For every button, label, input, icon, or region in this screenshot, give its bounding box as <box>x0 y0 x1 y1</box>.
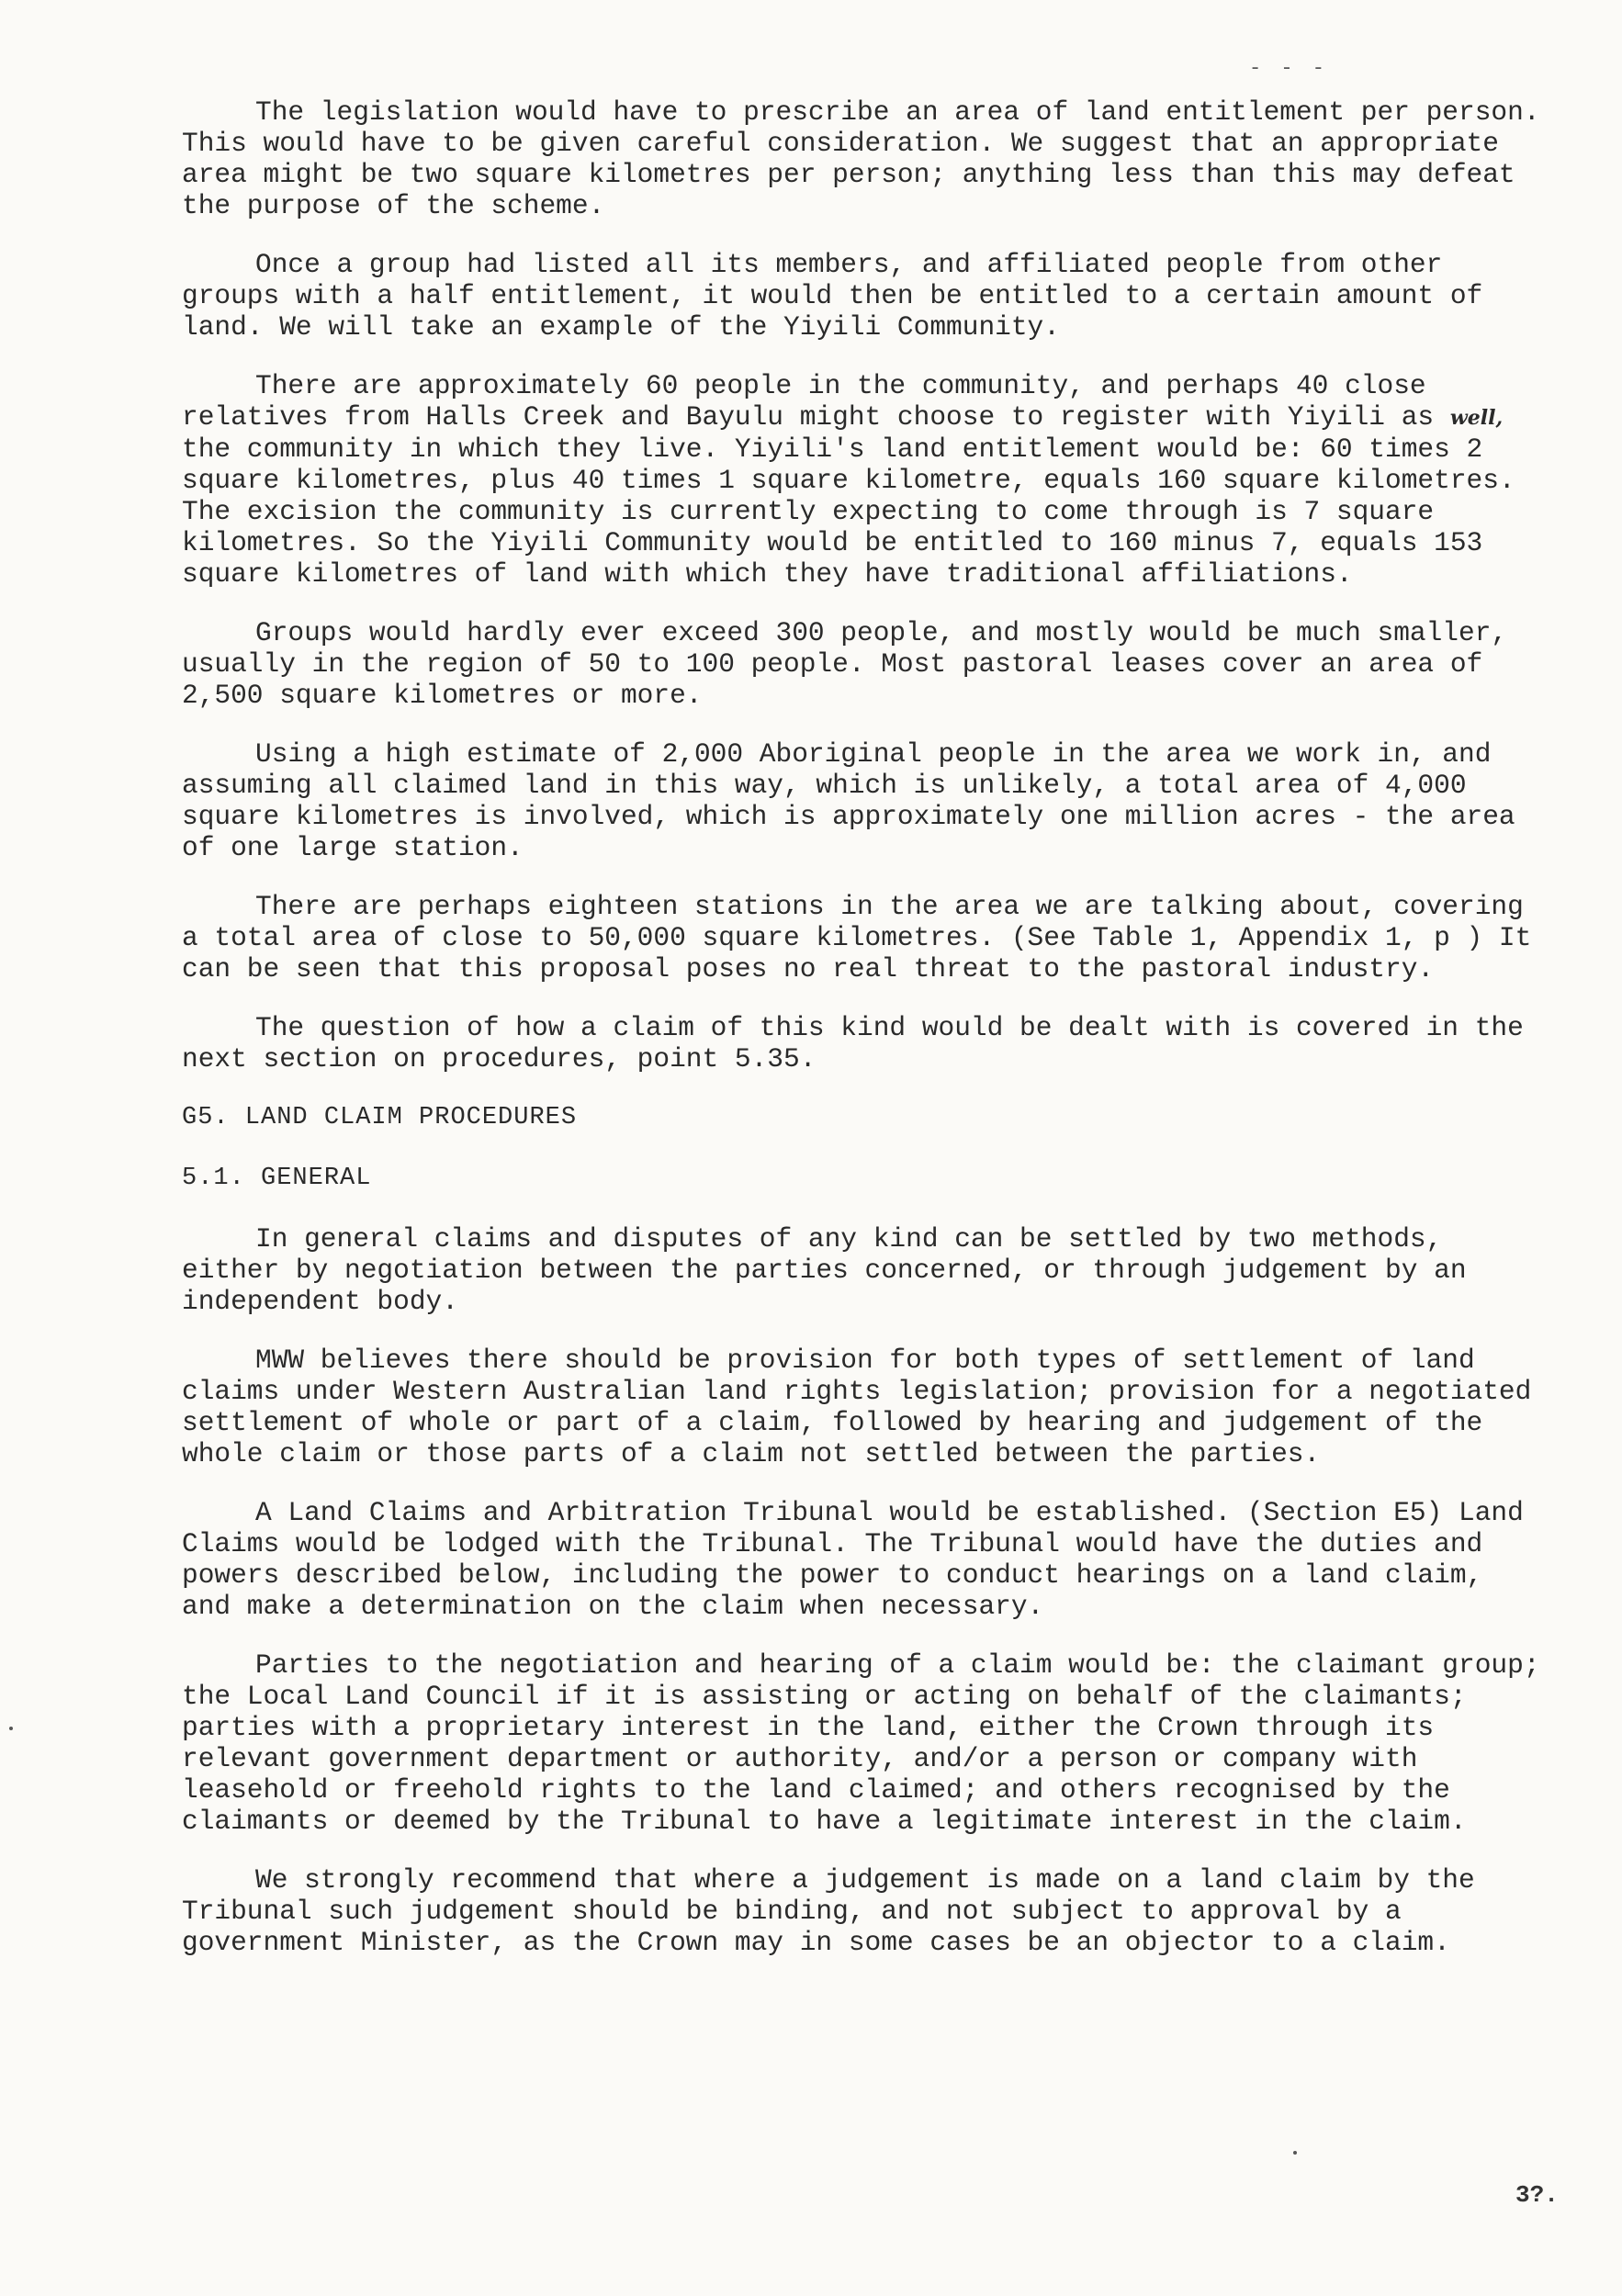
paragraph-mww-provision: MWW believes there should be provision for both types of settlement of land claims under Western Australian land rights legislation; provision for a negotiated settlement of whole or part of a claim, followed by hearing and judgement of the whole claim or those parts of a claim not settled between the parties. <box>182 1345 1532 1469</box>
paragraph-procedure-reference: The question of how a claim of this kind would be dealt with is covered in the next section on procedures, point 5.35. <box>182 1012 1524 1075</box>
yiyili-text-a: There are approximately 60 people in the community, and perhaps 40 close relatives from Halls Creek and Bayulu might choose to register with Yiyili as <box>182 370 1435 433</box>
paragraph-binding-judgement: We strongly recommend that where a judgement is made on a land claim by the Tribunal such judgement should be binding, and not subject to approval by a government Minister, as the Crown may in some cases be an objector to a claim. <box>182 1864 1475 1958</box>
paragraph-settlement-methods: In general claims and disputes of any kind can be settled by two methods, either by negotiation between the parties concerned, or through judgement by an independent body. <box>182 1223 1467 1317</box>
section-heading: G5. LAND CLAIM PROCEDURES <box>182 1104 578 1131</box>
paragraph-yiyili-example <box>182 370 1541 590</box>
paragraph-land-entitlement: The legislation would have to prescribe an area of land entitlement per person. This would have to be given careful consideration. We suggest that an appropriate area might be two square kilometres per person; anything less than this may defeat the purpose of the scheme. <box>182 96 1540 221</box>
yiyili-text-b: the community in which they live. Yiyili's land entitlement would be: 60 times 2 square kilometres, plus 40 times 1 square kilometre, equals 160 square kilometres. The excision the community is currently expecting to come through is 7 square kilometres. So the Yiyili Community would be entitled to 160 minus 7, equals 153 square kilometres of land with which they have traditional affiliations. <box>182 433 1515 590</box>
paragraph-stations: There are perhaps eighteen stations in the area we are talking about, covering a total area of close to 50,000 square kilometres. (See Table 1, Appendix 1, p ) It can be seen that this proposal poses no real threat to the pastoral industry. <box>182 891 1532 985</box>
scan-speck <box>1293 2151 1297 2155</box>
paragraph-tribunal: A Land Claims and Arbitration Tribunal would be established. (Section E5) Land Claims would be lodged with the Tribunal. The Tribunal would have the duties and powers described below, including the power to conduct hearings on a land claim, and make a determination on the claim when necessary. <box>182 1497 1524 1622</box>
document-body <box>182 96 1541 1986</box>
subsection-heading: 5.1. GENERAL <box>182 1165 372 1192</box>
handwritten-annotation: well, <box>1449 406 1504 430</box>
corner-page-mark: 3?. <box>1515 2181 1559 2209</box>
scan-speck <box>9 1727 13 1730</box>
paragraph-group-size: Groups would hardly ever exceed 300 people, and mostly would be much smaller, usually in the region of 50 to 100 people. Most pastoral leases cover an area of 2,500 square kilometres or more. <box>182 617 1508 711</box>
page-mark: - - - <box>1249 57 1329 80</box>
paragraph-group-listing: Once a group had listed all its members, and affiliated people from other groups with a half entitlement, it would then be entitled to a certain amount of land. We will take an example of the Yiyili Community. <box>182 249 1483 343</box>
paragraph-high-estimate: Using a high estimate of 2,000 Aboriginal people in the area we work in, and assuming all claimed land in this way, which is unlikely, a total area of 4,000 square kilometres is involved, which is approximately one million acres - the area of one large station. <box>182 738 1515 863</box>
paragraph-parties: Parties to the negotiation and hearing of a claim would be: the claimant group; the Local Land Council if it is assisting or acting on behalf of the claimants; parties with a proprietary interest in the land, either the Crown through its relevant government department or authority, and/or a person or company with leasehold or freehold rights to the land claimed; and others recognised by the claimants or deemed by the Tribunal to have a legitimate interest in the claim. <box>182 1649 1540 1837</box>
